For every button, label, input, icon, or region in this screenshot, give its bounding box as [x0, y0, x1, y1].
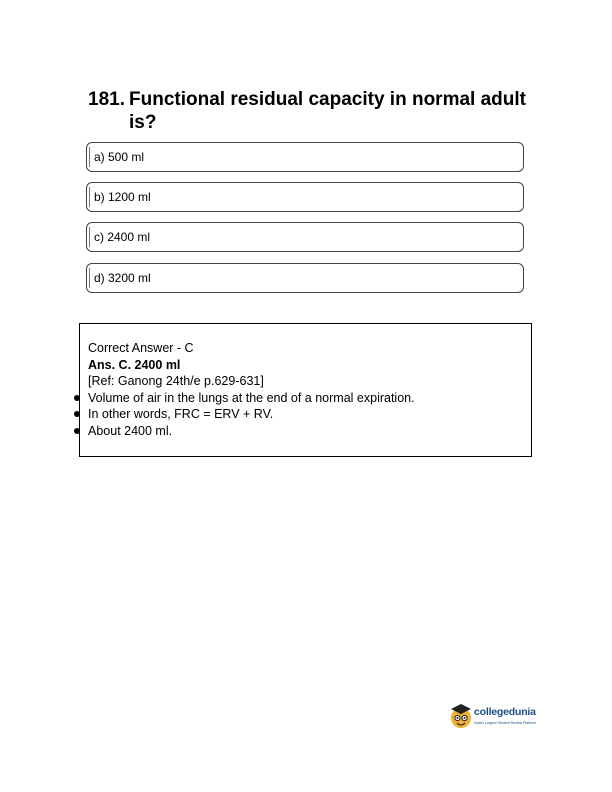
question-number: 181. — [88, 89, 125, 110]
option-a[interactable] — [86, 142, 524, 172]
logo-brand: collegedunia — [474, 706, 536, 718]
answer-box — [79, 323, 532, 457]
bullet-text: In other words, FRC = ERV + RV. — [88, 407, 274, 421]
logo-tagline: India's Largest Student Review Platform — [474, 721, 537, 725]
bullet-text: About 2400 ml. — [88, 423, 173, 438]
reference: [Ref: Ganong 24th/e p.629-631] — [88, 374, 264, 388]
bullet-item — [88, 406, 531, 423]
question-heading — [88, 88, 528, 134]
option-c[interactable] — [86, 222, 524, 252]
bullet-item — [88, 423, 531, 440]
collegedunia-logo — [449, 701, 545, 733]
correct-answer: Correct Answer - C — [88, 341, 194, 355]
mascot-icon — [449, 701, 473, 731]
option-divider — [89, 187, 90, 207]
option-label: a) 500 ml — [94, 150, 145, 164]
bullet-icon — [74, 411, 80, 417]
option-label: d) 3200 ml — [94, 271, 151, 285]
option-d[interactable] — [86, 263, 524, 293]
bullet-item — [88, 390, 531, 407]
bullet-text: Volume of air in the lungs at the end of a normal expiration. — [88, 390, 415, 405]
option-divider — [89, 227, 90, 247]
option-divider — [89, 147, 90, 167]
question-text: Functional residual capacity in normal adult is? — [129, 89, 526, 133]
option-label: b) 1200 ml — [94, 190, 151, 204]
option-b[interactable] — [86, 182, 524, 212]
answer-title: Ans. C. 2400 ml — [88, 357, 181, 372]
bullet-icon — [74, 428, 80, 434]
bullet-icon — [74, 395, 80, 401]
option-label: c) 2400 ml — [94, 230, 151, 244]
option-divider — [89, 268, 90, 288]
